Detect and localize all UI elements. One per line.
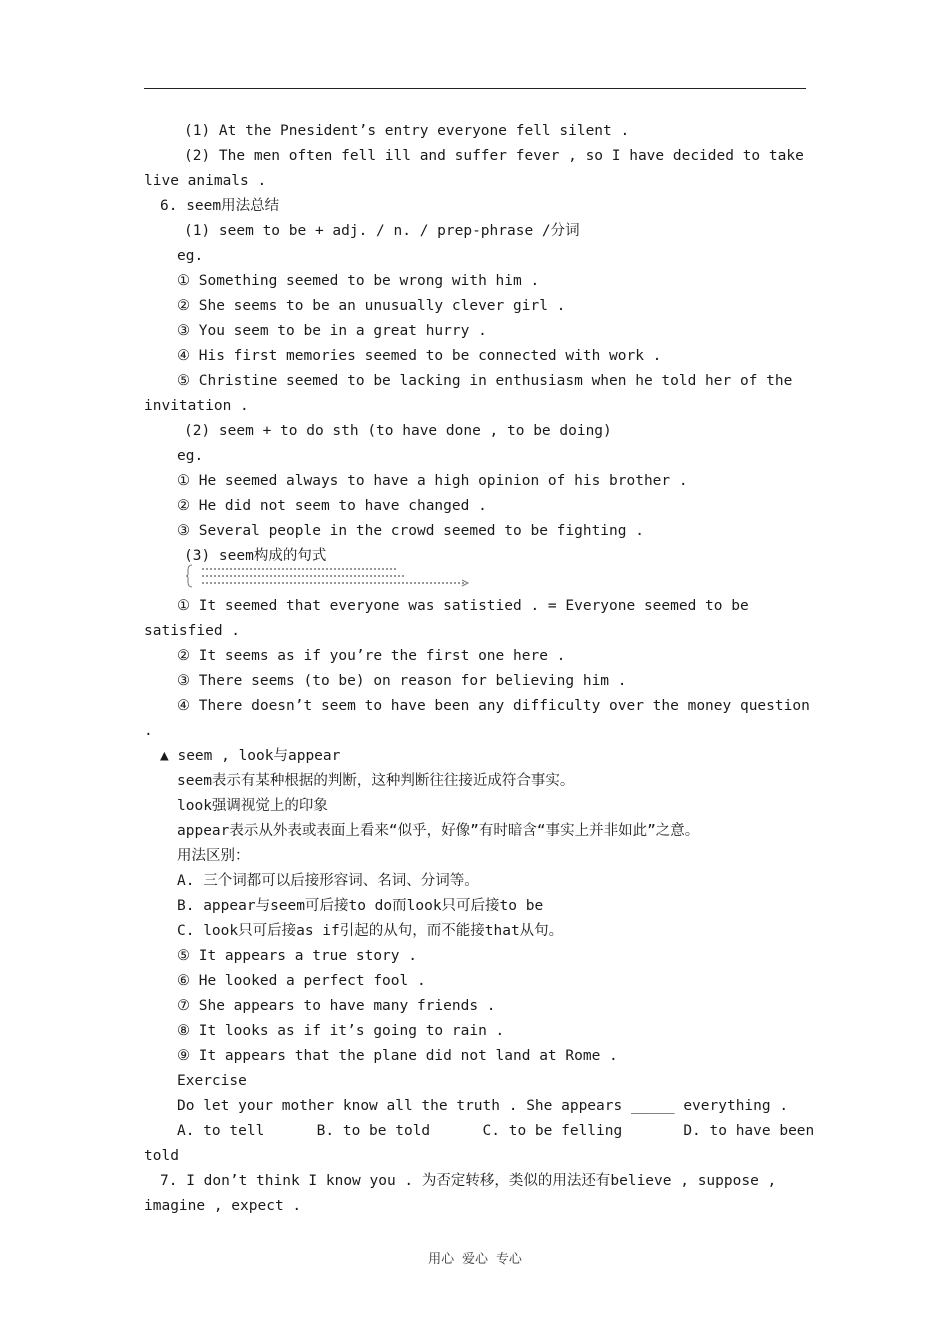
text-line: A. 三个词都可以后接形容词、名词、分词等。: [177, 873, 479, 889]
exercise-options: A. to tell B. to be told C. to be felling D. to have been: [177, 1123, 815, 1139]
example-line: ② He did not seem to have changed .: [177, 498, 487, 514]
section-heading: ▲ seem , look与appear: [160, 748, 341, 764]
example-line: ④ There doesn’t seem to have been any difficulty over the money question: [177, 698, 810, 714]
text-line: invitation .: [144, 398, 249, 414]
text-line: .: [144, 723, 153, 739]
text-line: (1) At the Pnesident’s entry everyone fell silent .: [184, 123, 630, 139]
text-line: seem表示有某种根据的判断，这种判断往往接近成符合事实。: [177, 773, 575, 789]
text-line: (1) seem to be + adj. / n. / prep-phrase /分词: [184, 223, 580, 239]
example-line: ① He seemed always to have a high opinion of his brother .: [177, 473, 688, 489]
blurred-brace-diagram: [186, 563, 476, 589]
section-heading: 7. I don’t think I know you . 为否定转移，类似的用法还有believe , suppose ,: [160, 1173, 777, 1189]
example-line: ⑨ It appears that the plane did not land at Rome .: [177, 1048, 618, 1064]
example-line: ⑤ Christine seemed to be lacking in enthusiasm when he told her of the: [177, 373, 793, 389]
example-line: ⑥ He looked a perfect fool .: [177, 973, 426, 989]
exercise-question: Do let your mother know all the truth . She appears _____ everything .: [177, 1098, 789, 1114]
text-line: satisfied .: [144, 623, 241, 639]
example-line: ③ You seem to be in a great hurry .: [177, 323, 487, 339]
example-line: ③ Several people in the crowd seemed to be fighting .: [177, 523, 644, 539]
example-line: ⑧ It looks as if it’s going to rain .: [177, 1023, 505, 1039]
text-line: eg.: [177, 448, 204, 464]
text-line: appear表示从外表或表面上看来“似乎，好像”有时暗含“事实上并非如此”之意。: [177, 823, 700, 839]
text-line: C. look只可后接as if引起的从句，而不能接that从句。: [177, 923, 564, 939]
text-line: (2) The men often fell ill and suffer fever , so I have decided to take: [184, 148, 804, 164]
text-line: imagine , expect .: [144, 1198, 302, 1214]
section-heading: 6. seem用法总结: [160, 198, 280, 214]
example-line: ② It seems as if you’re the first one here .: [177, 648, 566, 664]
exercise-heading: Exercise: [177, 1073, 247, 1089]
page-footer: 用心 爱心 专心: [428, 1252, 522, 1267]
text-line: look强调视觉上的印象: [177, 798, 328, 814]
text-line: eg.: [177, 248, 204, 264]
example-line: ③ There seems (to be) on reason for believing him .: [177, 673, 627, 689]
text-line: (3) seem构成的句式: [184, 548, 327, 564]
example-line: ① It seemed that everyone was satistied . = Everyone seemed to be: [177, 598, 749, 614]
example-line: ② She seems to be an unusually clever girl .: [177, 298, 566, 314]
example-line: ⑤ It appears a true story .: [177, 948, 417, 964]
example-line: ⑦ She appears to have many friends .: [177, 998, 496, 1014]
text-line: told: [144, 1148, 179, 1164]
text-line: 用法区别：: [177, 848, 250, 864]
example-line: ① Something seemed to be wrong with him .: [177, 273, 540, 289]
text-line: B. appear与seem可后接to do而look只可后接to be: [177, 898, 544, 914]
text-line: live animals .: [144, 173, 267, 189]
text-line: (2) seem + to do sth (to have done , to be doing): [184, 423, 612, 439]
example-line: ④ His first memories seemed to be connected with work .: [177, 348, 662, 364]
header-rule: [144, 88, 806, 89]
